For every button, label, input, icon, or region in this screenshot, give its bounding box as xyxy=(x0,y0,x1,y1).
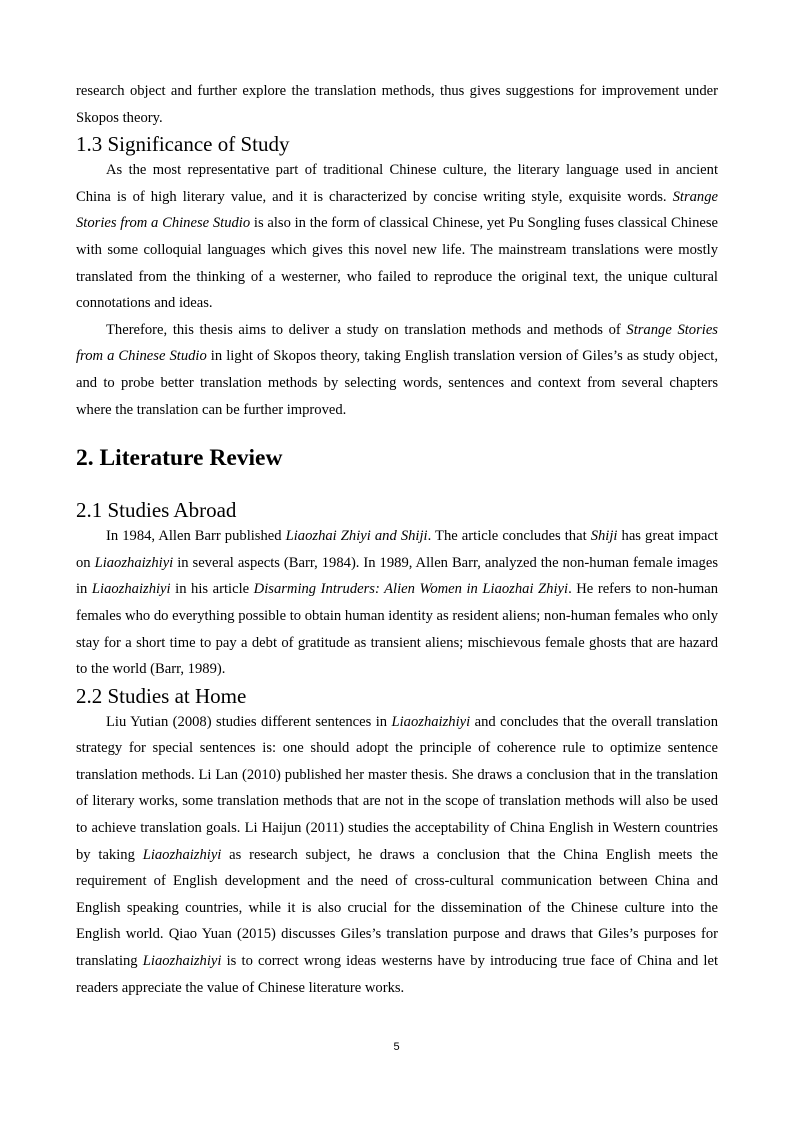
paragraph-studies-abroad: In 1984, Allen Barr published Liaozhai Zhiyi and Shiji. The article concludes that Shiji has great impact on Liaozhaizhiyi in several aspects (Barr, 1984). In 1989, Allen Barr, analyzed the non-human female images in Liaozhaizhiyi in his article Disarming Intruders: Alien Women in Liaozhai Zhiyi. He refers to non-human females who do everything possible to obtain human identity as resident aliens; non-human females who only stay for a short time to pay a debt of gratitude as transient aliens; mischievous female ghosts that are hazard to the world (Barr, 1989). xyxy=(76,528,719,678)
paragraph-continued: research object and further explore the translation methods, thus gives suggestions for improvement under Skopos theory. xyxy=(76,83,718,126)
section-heading-2-1: 2.1 Studies Abroad xyxy=(76,498,237,523)
section-heading-2-2: 2.2 Studies at Home xyxy=(76,683,247,708)
paragraph-significance-2: Therefore, this thesis aims to deliver a study on translation methods and methods of Strange Stories from a Chinese Studio in light of Skopos theory, taking English translation version of Giles’s as study object, and to probe better translation methods by selecting words, sentences and context from several chapters where the translation can be further improved. xyxy=(76,321,718,418)
paragraph-significance-1: As the most representative part of traditional Chinese culture, the literary language used in ancient China is of high literary value, and it is characterized by concise writing style, exquisite words. Strange Stories from a Chinese Studio is also in the form of classical Chinese, yet Pu Songling fuses classical Chinese with some colloquial languages which gives this novel new life. The mainstream translations were mostly translated from the thinking of a westerner, who failed to reproduce the original text, the unique cultural connotations and ideas. xyxy=(76,162,718,312)
chapter-heading-2: 2. Literature Review xyxy=(76,445,283,472)
section-heading-1-3: 1.3 Significance of Study xyxy=(76,132,290,157)
document-page xyxy=(76,78,718,1001)
page-number: 5 xyxy=(393,1041,400,1053)
paragraph-studies-home: Liu Yutian (2008) studies different sentences in Liaozhaizhiyi and concludes that the overall translation strategy for special sentences is: one should adopt the principle of coherence rule to optimize sentence translation methods. Li Lan (2010) published her master thesis. She draws a conclusion that in the translation of literary works, some translation methods that are not in the scope of translation methods will also be used to achieve translation goals. Li Haijun (2011) studies the acceptability of China English in Western countries by taking Liaozhaizhiyi as research subject, he draws a conclusion that the China English meets the requirement of English development and the need of cross-cultural communication between China and English speaking countries, while it is also crucial for the dissemination of the Chinese culture into the English world. Qiao Yuan (2015) discusses Giles’s translation purpose and draws that Giles’s purposes for translating Liaozhaizhiyi is to correct wrong ideas westerns have by introducing true face of China and let readers appreciate the value of Chinese literature works. xyxy=(76,713,719,996)
